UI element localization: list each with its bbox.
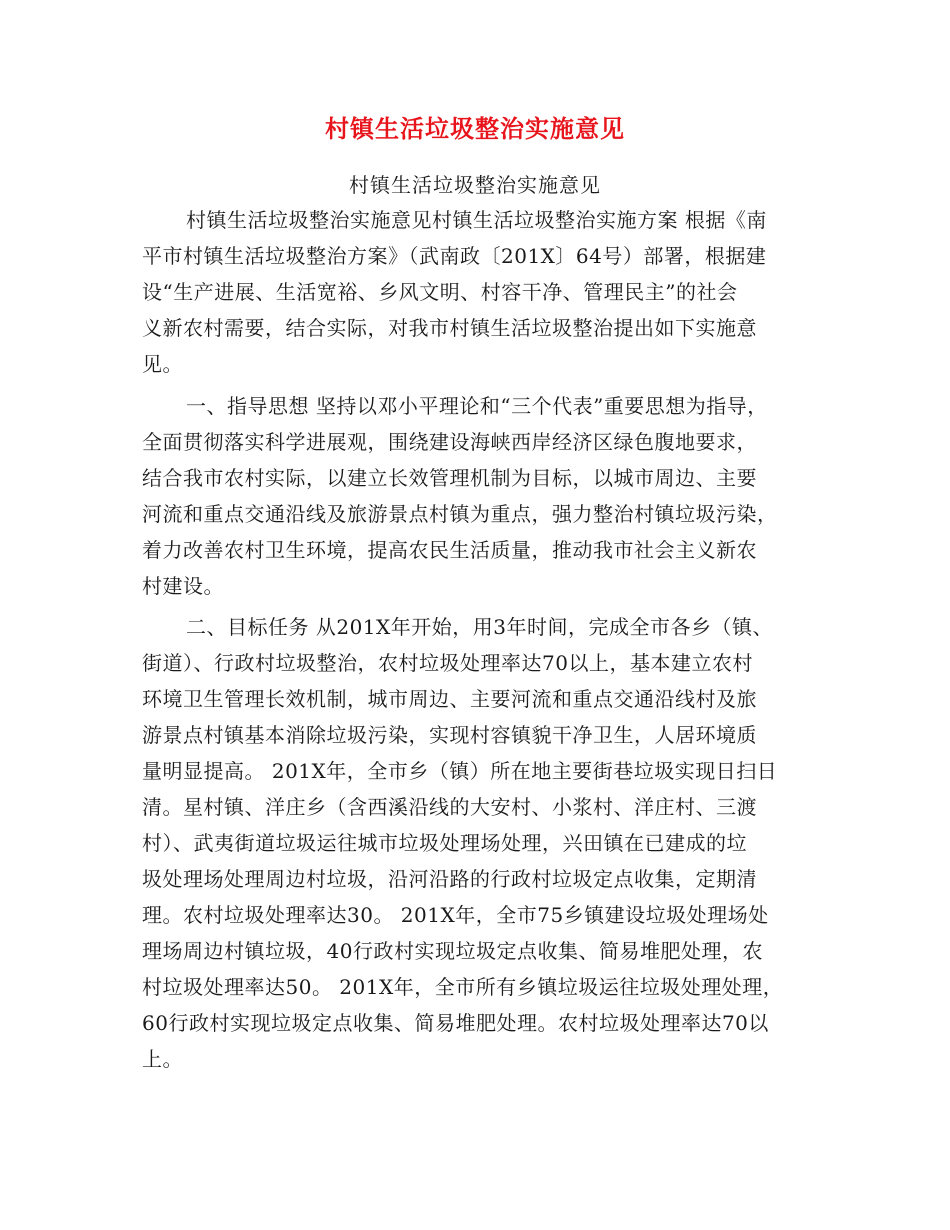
paragraph-line: 村建设。 (142, 574, 224, 598)
document-subtitle: 村镇生活垃圾整治实施意见 (349, 173, 601, 197)
paragraph-line: 设“生产进展、生活宽裕、乡风文明、村容干净、管理民主”的社会 (142, 280, 738, 304)
paragraph-line: 结合我市农村实际，以建立长效管理机制为目标，以城市周边、主要 (142, 466, 757, 490)
paragraph-line: 理场周边村镇垃圾，40行政村实现垃圾定点收集、简易堆肥处理，农 (142, 939, 763, 963)
paragraph-line: 村镇生活垃圾整治实施意见村镇生活垃圾整治实施方案 根据《南 (186, 208, 767, 232)
paragraph-line: 村）、武夷街道垃圾运往城市垃圾处理场处理，兴田镇在已建成的垃 (142, 831, 747, 855)
paragraph-line: 村垃圾处理率达50。 201X年，全市所有乡镇垃圾运往垃圾处理处理， (142, 975, 784, 999)
paragraph-line: 着力改善农村卫生环境，提高农民生活质量，推动我市社会主义新农 (142, 538, 757, 562)
paragraph-line: 一、指导思想 坚持以邓小平理论和“三个代表”重要思想为指导， (186, 394, 768, 418)
paragraph-line: 义新农村需要，结合实际，对我市村镇生活垃圾整治提出如下实施意 (142, 316, 757, 340)
paragraph-line: 量明显提高。 201X年，全市乡（镇）所在地主要街巷垃圾实现日扫日 (142, 759, 778, 783)
paragraph-line: 见。 (142, 352, 183, 376)
paragraph-line: 环境卫生管理长效机制，城市周边、主要河流和重点交通沿线村及旅 (142, 687, 757, 711)
paragraph-line: 街道）、行政村垃圾整治，农村垃圾处理率达70以上，基本建立农村 (142, 651, 753, 675)
paragraph-line: 圾处理场处理周边村垃圾，沿河沿路的行政村垃圾定点收集，定期清 (142, 867, 757, 891)
paragraph-line: 河流和重点交通沿线及旅游景点村镇为重点，强力整治村镇垃圾污染， (142, 502, 778, 526)
paragraph-line: 理。农村垃圾处理率达30。 201X年，全市75乡镇建设垃圾处理场处 (142, 903, 769, 927)
paragraph-line: 清。星村镇、洋庄乡（含西溪沿线的大安村、小浆村、洋庄村、三渡 (142, 795, 757, 819)
paragraph-line: 游景点村镇基本消除垃圾污染，实现村容镇貌干净卫生，人居环境质 (142, 723, 757, 747)
paragraph-line: 上。 (142, 1047, 183, 1071)
paragraph-line: 二、目标任务 从201X年开始，用3年时间，完成全市各乡（镇、 (186, 615, 773, 639)
document-title: 村镇生活垃圾整治实施意见 (325, 114, 625, 143)
paragraph-line: 60行政村实现垃圾定点收集、简易堆肥处理。农村垃圾处理率达70以 (142, 1011, 769, 1035)
paragraph-line: 平市村镇生活垃圾整治方案》（武南政〔201X〕64号）部署，根据建 (142, 244, 767, 268)
paragraph-line: 全面贯彻落实科学进展观，围绕建设海峡西岸经济区绿色腹地要求， (142, 430, 757, 454)
